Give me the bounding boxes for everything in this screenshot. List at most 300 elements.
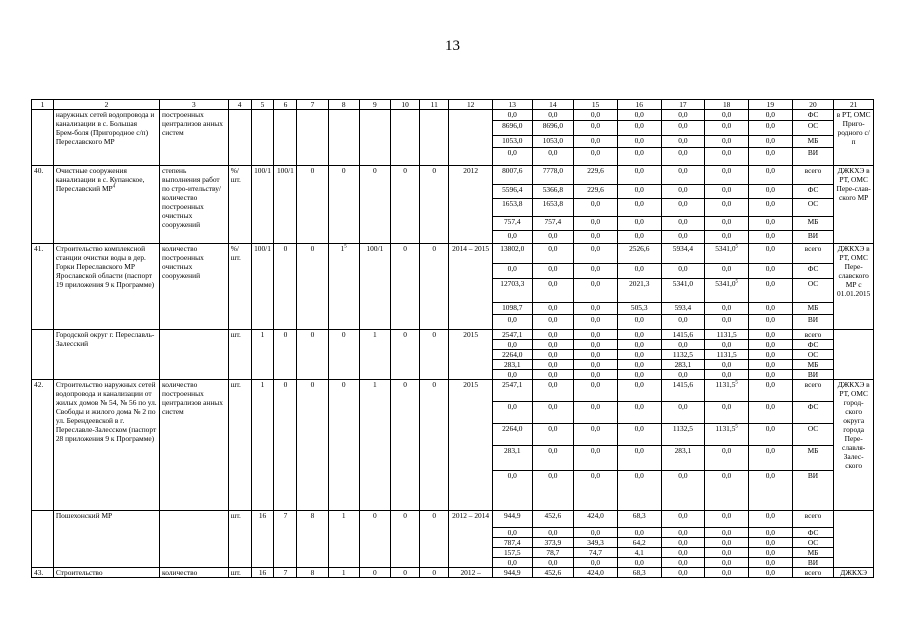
cell-value: 0,0: [748, 166, 792, 185]
cell-value: 1: [328, 568, 359, 578]
cell-value: 0,0: [574, 350, 618, 360]
funding-source: ВИ: [792, 315, 834, 330]
cell-value: 0,0: [493, 110, 533, 121]
funding-source: МБ: [792, 303, 834, 315]
col-header: 19: [748, 100, 792, 110]
cell-value: 0,0: [705, 370, 749, 380]
cell-value: 0,0: [574, 528, 618, 538]
cell-value: 0,0: [617, 471, 661, 511]
measure-name: Пошехонский МР: [53, 511, 159, 568]
measure-name: Строительство комплексной станции очистки воды в дер. Горки Переславского МР Ярославской области (паспорт 19 приложения 9 к Программе): [53, 244, 159, 330]
cell-value: 0,0: [748, 548, 792, 558]
cell-value: 0: [297, 244, 328, 330]
indicator: построенных централизов анных систем: [160, 110, 229, 166]
col-header: 18: [705, 100, 749, 110]
col-header: 4: [228, 100, 251, 110]
cell-value: 0: [391, 166, 420, 244]
cell-value: 944,9: [493, 568, 533, 578]
funding-source: МБ: [792, 217, 834, 231]
cell-value: 12703,3: [493, 279, 533, 303]
cell-value: 5341,0$^5$: [705, 244, 749, 264]
cell-value: 0,0: [748, 315, 792, 330]
cell-value: 505,3: [617, 303, 661, 315]
col-header: 11: [420, 100, 449, 110]
cell-value: 0,0: [705, 511, 749, 528]
funding-source: ОС: [792, 424, 834, 446]
cell-value: 0,0: [748, 538, 792, 548]
measure-name: наружных сетей водопровода и канализации в с. Большая Брем-боля (Пригородное с/п) Переславского МР: [53, 110, 159, 166]
cell-value: 2526,6: [617, 244, 661, 264]
cell-value: 0,0: [532, 360, 574, 370]
table-row: [32, 568, 874, 578]
funding-source: ФС: [792, 110, 834, 121]
funding-source: МБ: [792, 136, 834, 148]
cell-value: 229,6: [574, 166, 618, 185]
cell-value: 0,0: [705, 121, 749, 136]
cell-value: 0,0: [532, 231, 574, 244]
cell-value: 1653,8: [493, 199, 533, 217]
measure-name: Городской округ г. Переславль-Залесский: [53, 330, 159, 380]
cell-value: 0,0: [493, 558, 533, 568]
funding-source: ВИ: [792, 370, 834, 380]
indicator: количество: [160, 568, 229, 578]
cell-value: 2264,0: [493, 424, 533, 446]
cell-value: 16: [251, 511, 274, 568]
cell-value: 0,0: [748, 148, 792, 166]
cell-value: 5596,4: [493, 185, 533, 199]
funding-source: ОС: [792, 199, 834, 217]
cell-value: 787,4: [493, 538, 533, 548]
cell-value: 0,0: [705, 315, 749, 330]
cell-value: 0,0: [705, 340, 749, 350]
cell-value: 7: [274, 511, 297, 568]
cell-value: 0,0: [574, 340, 618, 350]
cell-value: 0,0: [532, 370, 574, 380]
cell-value: 2547,1: [493, 330, 533, 340]
cell-value: 0,0: [532, 148, 574, 166]
cell-value: 0,0: [493, 231, 533, 244]
cell-value: 0,0: [574, 330, 618, 340]
cell-value: 0,0: [705, 264, 749, 279]
header-row: [32, 100, 874, 110]
cell-value: 0,0: [705, 217, 749, 231]
cell-value: 424,0: [574, 568, 618, 578]
cell-value: 0,0: [748, 264, 792, 279]
cell-value: 349,3: [574, 538, 618, 548]
cell-value: 0: [274, 330, 297, 380]
cell-value: 78,7: [532, 548, 574, 558]
cell-value: 0: [420, 380, 449, 511]
cell-value: 0,0: [617, 136, 661, 148]
cell-value: 0,0: [493, 528, 533, 538]
unit: шт.: [228, 380, 251, 511]
cell-value: 0,0: [748, 340, 792, 350]
row-number: 40.: [32, 166, 54, 244]
cell-value: 0,0: [748, 380, 792, 402]
cell-value: 0,0: [617, 380, 661, 402]
cell-value: 0,0: [574, 446, 618, 471]
table-row: [32, 110, 874, 121]
measure-name: Очистные сооружения канализации в с. Купанское, Переславский $МР^4$: [53, 166, 159, 244]
cell-value: 0,0: [493, 402, 533, 424]
col-header: 6: [274, 100, 297, 110]
cell-value: 0,0: [617, 148, 661, 166]
cell-value: 0,0: [705, 231, 749, 244]
cell-value: 0: [359, 568, 390, 578]
measure-name: Строительство: [53, 568, 159, 578]
cell-value: 0,0: [661, 528, 705, 538]
cell-value: 0,0: [661, 148, 705, 166]
col-header: 14: [532, 100, 574, 110]
cell-value: 283,1: [661, 446, 705, 471]
funding-source: всего: [792, 244, 834, 264]
cell-value: 157,5: [493, 548, 533, 558]
cell-value: 0,0: [661, 370, 705, 380]
table-row: [32, 330, 874, 340]
cell-value: 283,1: [661, 360, 705, 370]
cell-value: 0: [420, 244, 449, 330]
cell-value: 0,0: [617, 360, 661, 370]
unit: %/ шт.: [228, 244, 251, 330]
funding-source: ОС: [792, 279, 834, 303]
year: 2012 – 2014: [449, 511, 493, 568]
cell-value: 0,0: [661, 136, 705, 148]
cell-value: 0,0: [705, 402, 749, 424]
col-header: 16: [617, 100, 661, 110]
cell-value: 2021,3: [617, 279, 661, 303]
cell-value: 0,0: [705, 148, 749, 166]
cell-value: 0: [420, 511, 449, 568]
funding-source: МБ: [792, 360, 834, 370]
cell-value: 0,0: [574, 471, 618, 511]
cell-value: 0,0: [532, 402, 574, 424]
cell-value: 593,4: [661, 303, 705, 315]
cell-value: 8007,6: [493, 166, 533, 185]
cell-value: 0,0: [574, 121, 618, 136]
funding-source: ОС: [792, 121, 834, 136]
cell-value: 0: [359, 166, 390, 244]
unit: шт.: [228, 568, 251, 578]
cell-value: 0,0: [532, 471, 574, 511]
col-header: 7: [297, 100, 328, 110]
cell-value: 0,0: [748, 121, 792, 136]
cell-value: 757,4: [493, 217, 533, 231]
cell-value: 0: [297, 330, 328, 380]
cell-value: 1: [251, 380, 274, 511]
cell-value: 2547,1: [493, 380, 533, 402]
cell-value: 0,0: [661, 511, 705, 528]
cell-value: 0,0: [532, 340, 574, 350]
cell-value: 0,0: [661, 166, 705, 185]
cell-value: 0: [391, 511, 420, 568]
cell-value: 1131,5$^5$: [705, 380, 749, 402]
cell-value: 1: [328, 511, 359, 568]
cell-value: 0,0: [493, 148, 533, 166]
cell-value: 0,0: [748, 402, 792, 424]
cell-value: 0,0: [532, 558, 574, 568]
funding-source: ВИ: [792, 471, 834, 511]
cell-value: 0,0: [617, 558, 661, 568]
cell-value: 0,0: [574, 217, 618, 231]
cell-value: 0,0: [532, 303, 574, 315]
cell-value: 452,6: [532, 511, 574, 528]
cell-value: 4,1: [617, 548, 661, 558]
cell-value: 0,0: [532, 350, 574, 360]
year: 2014 – 2015: [449, 244, 493, 330]
page-number: 13: [445, 38, 460, 54]
cell-value: 0: [391, 244, 420, 330]
col-header: 13: [493, 100, 533, 110]
col-header: 20: [792, 100, 834, 110]
cell-value: 0,0: [617, 231, 661, 244]
funding-source: всего: [792, 330, 834, 340]
cell-value: 229,6: [574, 185, 618, 199]
cell-value: 8696,0: [493, 121, 533, 136]
funding-source: ОС: [792, 350, 834, 360]
cell-value: 0,0: [748, 511, 792, 528]
cell-value: 0,0: [493, 471, 533, 511]
cell-value: 68,3: [617, 568, 661, 578]
cell-value: 0: [328, 380, 359, 511]
cell-value: 0,0: [705, 528, 749, 538]
cell-value: 1131,5$^5$: [705, 424, 749, 446]
cell-value: 0,0: [574, 360, 618, 370]
cell-value: 0,0: [617, 528, 661, 538]
cell-value: 0,0: [617, 340, 661, 350]
cell-value: 1132,5: [661, 350, 705, 360]
cell-value: 0,0: [661, 471, 705, 511]
cell-value: 0,0: [705, 199, 749, 217]
cell-value: 0,0: [705, 568, 749, 578]
executor: в РТ, ОМС Приго-родного с/п: [834, 110, 874, 166]
cell-value: 0,0: [532, 446, 574, 471]
cell-value: 0,0: [705, 446, 749, 471]
cell-value: 0,0: [661, 231, 705, 244]
cell-value: 0: [420, 166, 449, 244]
cell-value: 0,0: [748, 231, 792, 244]
cell-value: 0,0: [574, 279, 618, 303]
cell-value: 0,0: [748, 568, 792, 578]
cell-value: 0,0: [532, 330, 574, 340]
cell-value: 0,0: [661, 315, 705, 330]
cell-value: 0,0: [574, 558, 618, 568]
cell-value: 0,0: [748, 558, 792, 568]
row-number: 43.: [32, 568, 54, 578]
cell-value: 100/1: [359, 244, 390, 330]
cell-value: 0,0: [661, 548, 705, 558]
cell-value: 0,0: [748, 360, 792, 370]
cell-value: 0: [274, 244, 297, 330]
program-table: [31, 99, 874, 578]
table-row: [32, 380, 874, 402]
unit: шт.: [228, 330, 251, 380]
cell-value: 0,0: [705, 360, 749, 370]
cell-value: 0: [359, 511, 390, 568]
cell-value: 0,0: [748, 528, 792, 538]
cell-value: 100/1: [251, 166, 274, 244]
cell-value: 0,0: [574, 370, 618, 380]
cell-value: 0,0: [617, 217, 661, 231]
cell-value: 0,0: [617, 110, 661, 121]
cell-value: 0,0: [705, 558, 749, 568]
cell-value: 0,0: [748, 303, 792, 315]
cell-value: 1053,0: [493, 136, 533, 148]
cell-value: 0,0: [574, 110, 618, 121]
cell-value: 8696,0: [532, 121, 574, 136]
cell-value: 0,0: [661, 558, 705, 568]
cell-value: 0,0: [661, 110, 705, 121]
cell-value: 2264,0: [493, 350, 533, 360]
cell-value: 100/1: [251, 244, 274, 330]
cell-value: 0,0: [748, 446, 792, 471]
cell-value: 283,1: [493, 360, 533, 370]
cell-value: 0,0: [748, 185, 792, 199]
funding-source: всего: [792, 166, 834, 185]
cell-value: 0,0: [532, 279, 574, 303]
cell-value: 0,0: [705, 136, 749, 148]
cell-value: 0,0: [661, 340, 705, 350]
cell-value: 0,0: [574, 231, 618, 244]
cell-value: 944,9: [493, 511, 533, 528]
year: 2012 –: [449, 568, 493, 578]
funding-source: МБ: [792, 446, 834, 471]
year: 2012: [449, 166, 493, 244]
cell-value: 424,0: [574, 511, 618, 528]
cell-value: 0,0: [574, 402, 618, 424]
cell-value: 0,0: [661, 568, 705, 578]
cell-value: 0,0: [661, 121, 705, 136]
cell-value: 0,0: [574, 244, 618, 264]
col-header: 3: [160, 100, 229, 110]
unit: %/ шт.: [228, 166, 251, 244]
cell-value: $1^5$: [328, 244, 359, 330]
cell-value: 0,0: [617, 424, 661, 446]
cell-value: 0,0: [661, 199, 705, 217]
cell-value: 1415,6: [661, 380, 705, 402]
cell-value: 283,1: [493, 446, 533, 471]
cell-value: 0,0: [705, 166, 749, 185]
cell-value: 0,0: [705, 185, 749, 199]
cell-value: 0: [391, 380, 420, 511]
cell-value: 1: [251, 330, 274, 380]
cell-value: 0,0: [661, 217, 705, 231]
cell-value: 0,0: [574, 380, 618, 402]
cell-value: 0,0: [661, 264, 705, 279]
cell-value: 1415,6: [661, 330, 705, 340]
cell-value: 7: [274, 568, 297, 578]
funding-source: всего: [792, 568, 834, 578]
cell-value: 5341,0: [661, 279, 705, 303]
cell-value: 0,0: [661, 185, 705, 199]
cell-value: 0,0: [532, 424, 574, 446]
cell-value: 16: [251, 568, 274, 578]
cell-value: 0: [297, 166, 328, 244]
cell-value: 0,0: [617, 370, 661, 380]
cell-value: 0,0: [748, 350, 792, 360]
funding-source: ФС: [792, 264, 834, 279]
cell-value: 0,0: [748, 136, 792, 148]
cell-value: 0,0: [574, 264, 618, 279]
cell-value: 0,0: [617, 330, 661, 340]
cell-value: 0,0: [493, 370, 533, 380]
cell-value: 0,0: [532, 315, 574, 330]
cell-value: 1131,5: [705, 330, 749, 340]
indicator: степень выполнения работ по стро-ительству/ количество построенных очистных сооружений: [160, 166, 229, 244]
cell-value: 0: [297, 380, 328, 511]
cell-value: 0,0: [574, 303, 618, 315]
cell-value: 8: [297, 568, 328, 578]
funding-source: ФС: [792, 185, 834, 199]
executor: ДЖКХЭ в РТ, ОМС город-ского округа города Пере-славля-Залес-ского: [834, 380, 874, 511]
funding-source: ФС: [792, 528, 834, 538]
executor: ДЖКХЭ в РТ, ОМС Пере-славского МР с 01.01.2015: [834, 244, 874, 330]
indicator: количество построенных очистных сооружений: [160, 244, 229, 330]
cell-value: 0,0: [574, 315, 618, 330]
cell-value: 1: [359, 380, 390, 511]
row-number: 42.: [32, 380, 54, 511]
cell-value: 0: [328, 166, 359, 244]
funding-source: ВИ: [792, 231, 834, 244]
indicator: количество построенных централизов анных систем: [160, 380, 229, 511]
table-row: [32, 511, 874, 528]
year: 2015: [449, 330, 493, 380]
cell-value: 1053,0: [532, 136, 574, 148]
cell-value: 5366,8: [532, 185, 574, 199]
col-header: 12: [449, 100, 493, 110]
cell-value: 0,0: [748, 330, 792, 340]
col-header: 15: [574, 100, 618, 110]
cell-value: 0,0: [705, 110, 749, 121]
cell-value: 0,0: [748, 279, 792, 303]
cell-value: 1098,7: [493, 303, 533, 315]
cell-value: 0,0: [617, 446, 661, 471]
cell-value: 1131,5: [705, 350, 749, 360]
cell-value: 0,0: [748, 217, 792, 231]
cell-value: 757,4: [532, 217, 574, 231]
col-header: 8: [328, 100, 359, 110]
executor: ДЖКХЭ: [834, 568, 874, 578]
cell-value: 0: [391, 568, 420, 578]
cell-value: 0: [391, 330, 420, 380]
cell-value: 0: [274, 380, 297, 511]
table-row: [32, 166, 874, 185]
measure-name: Строительство наружных сетей водопровода и канализации от жилых домов № 54, № 56 по ул. Свободы и жилого дома № 2 по ул. Берендеевской в г. Переславле-Залесском (паспорт 28 приложения 9 к Программе): [53, 380, 159, 511]
year: 2015: [449, 380, 493, 511]
cell-value: 0,0: [748, 424, 792, 446]
cell-value: 0,0: [493, 340, 533, 350]
cell-value: 0,0: [532, 244, 574, 264]
funding-source: ФС: [792, 340, 834, 350]
cell-value: 5934,4: [661, 244, 705, 264]
col-header: 9: [359, 100, 390, 110]
cell-value: 0,0: [574, 136, 618, 148]
cell-value: 452,6: [532, 568, 574, 578]
cell-value: 373,9: [532, 538, 574, 548]
cell-value: 0,0: [532, 110, 574, 121]
cell-value: 0,0: [748, 471, 792, 511]
cell-value: 0,0: [574, 199, 618, 217]
funding-source: ВИ: [792, 558, 834, 568]
cell-value: 0,0: [617, 199, 661, 217]
cell-value: 68,3: [617, 511, 661, 528]
cell-value: 0,0: [617, 350, 661, 360]
col-header: 2: [53, 100, 159, 110]
cell-value: 64,2: [617, 538, 661, 548]
funding-source: ФС: [792, 402, 834, 424]
cell-value: 0,0: [532, 528, 574, 538]
cell-value: 0,0: [617, 402, 661, 424]
cell-value: 0,0: [705, 538, 749, 548]
